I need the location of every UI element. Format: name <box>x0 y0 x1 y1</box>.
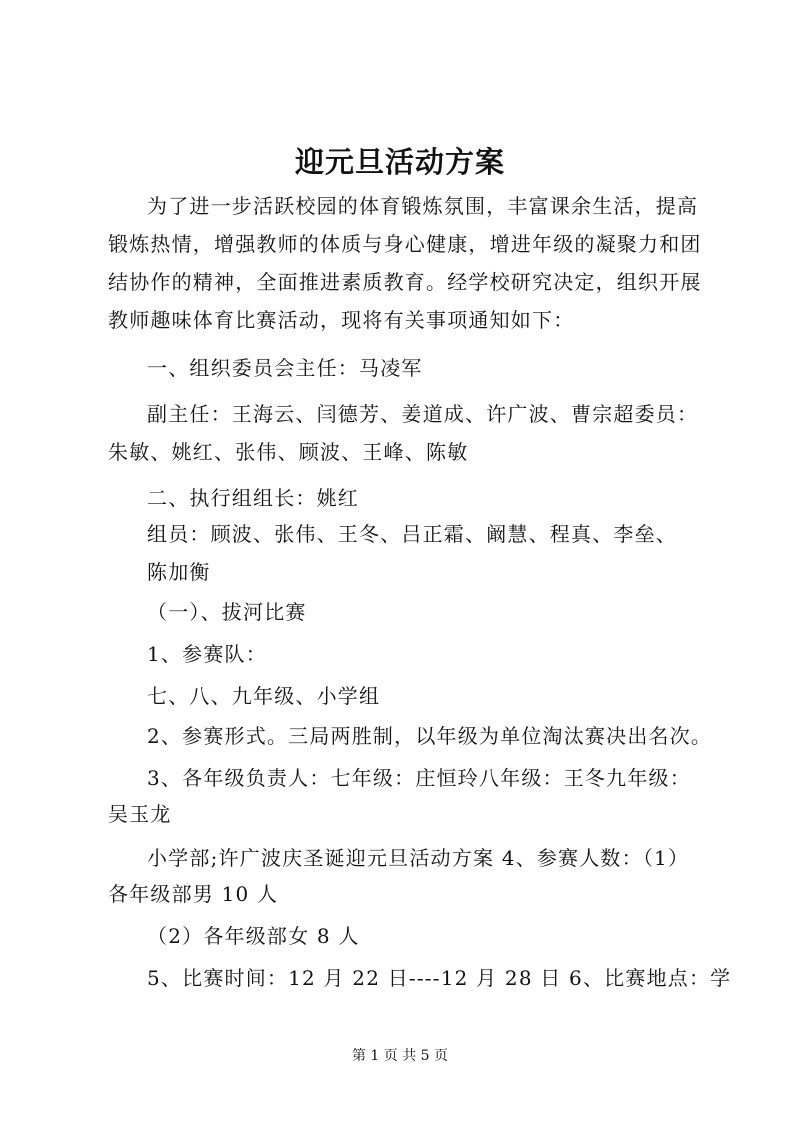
text-line: 陈加衡 <box>147 560 211 584</box>
document-title: 迎元旦活动方案 <box>294 145 505 179</box>
text-line: 5、比赛时间：12 月 22 日----12 月 28 日 6、比赛地点：学 <box>147 966 732 990</box>
text-line: 吴玉龙 <box>108 802 172 826</box>
text-line: 为了进一步活跃校园的体育锻炼氛围，丰富课余生活，提高 <box>147 194 699 218</box>
text-line: 各年级部男 10 人 <box>108 882 279 906</box>
text-line: 二、执行组组长：姚红 <box>147 486 359 510</box>
text-line: 2、参赛形式。三局两胜制，以年级为单位淘汰赛决出名次。 <box>147 724 713 748</box>
text-line: 一、组织委员会主任：马凌军 <box>147 356 423 380</box>
page-footer: 第 1 页 共 5 页 <box>351 1048 449 1064</box>
text-line: 朱敏、姚红、张伟、顾波、王峰、陈敏 <box>108 440 469 464</box>
text-line: 结协作的精神，全面推进素质教育。经学校研究决定，组织开展 <box>108 270 702 294</box>
text-line: 锻炼热情，增强教师的体质与身心健康，增进年级的凝聚力和团 <box>108 232 702 256</box>
text-line: 组员：顾波、张伟、王冬、吕正霜、阚慧、程真、李垒、 <box>147 522 677 546</box>
section-heading: （一）、拔河比赛 <box>147 600 307 624</box>
text-line: 小学部;许广波庆圣诞迎元旦活动方案 4、参赛人数：（1） <box>147 846 690 870</box>
text-line: 3、各年级负责人：七年级：庄恒玲八年级：王冬九年级： <box>147 766 691 790</box>
text-line: （2）各年级部女 8 人 <box>147 924 360 948</box>
text-line: 1、参赛队： <box>147 642 267 666</box>
text-line: 七、八、九年级、小学组 <box>147 684 381 708</box>
text-line: 教师趣味体育比赛活动，现将有关事项通知如下： <box>108 308 575 332</box>
text-line: 副主任：王海云、闫德芳、姜道成、许广波、曹宗超委员： <box>147 402 699 426</box>
